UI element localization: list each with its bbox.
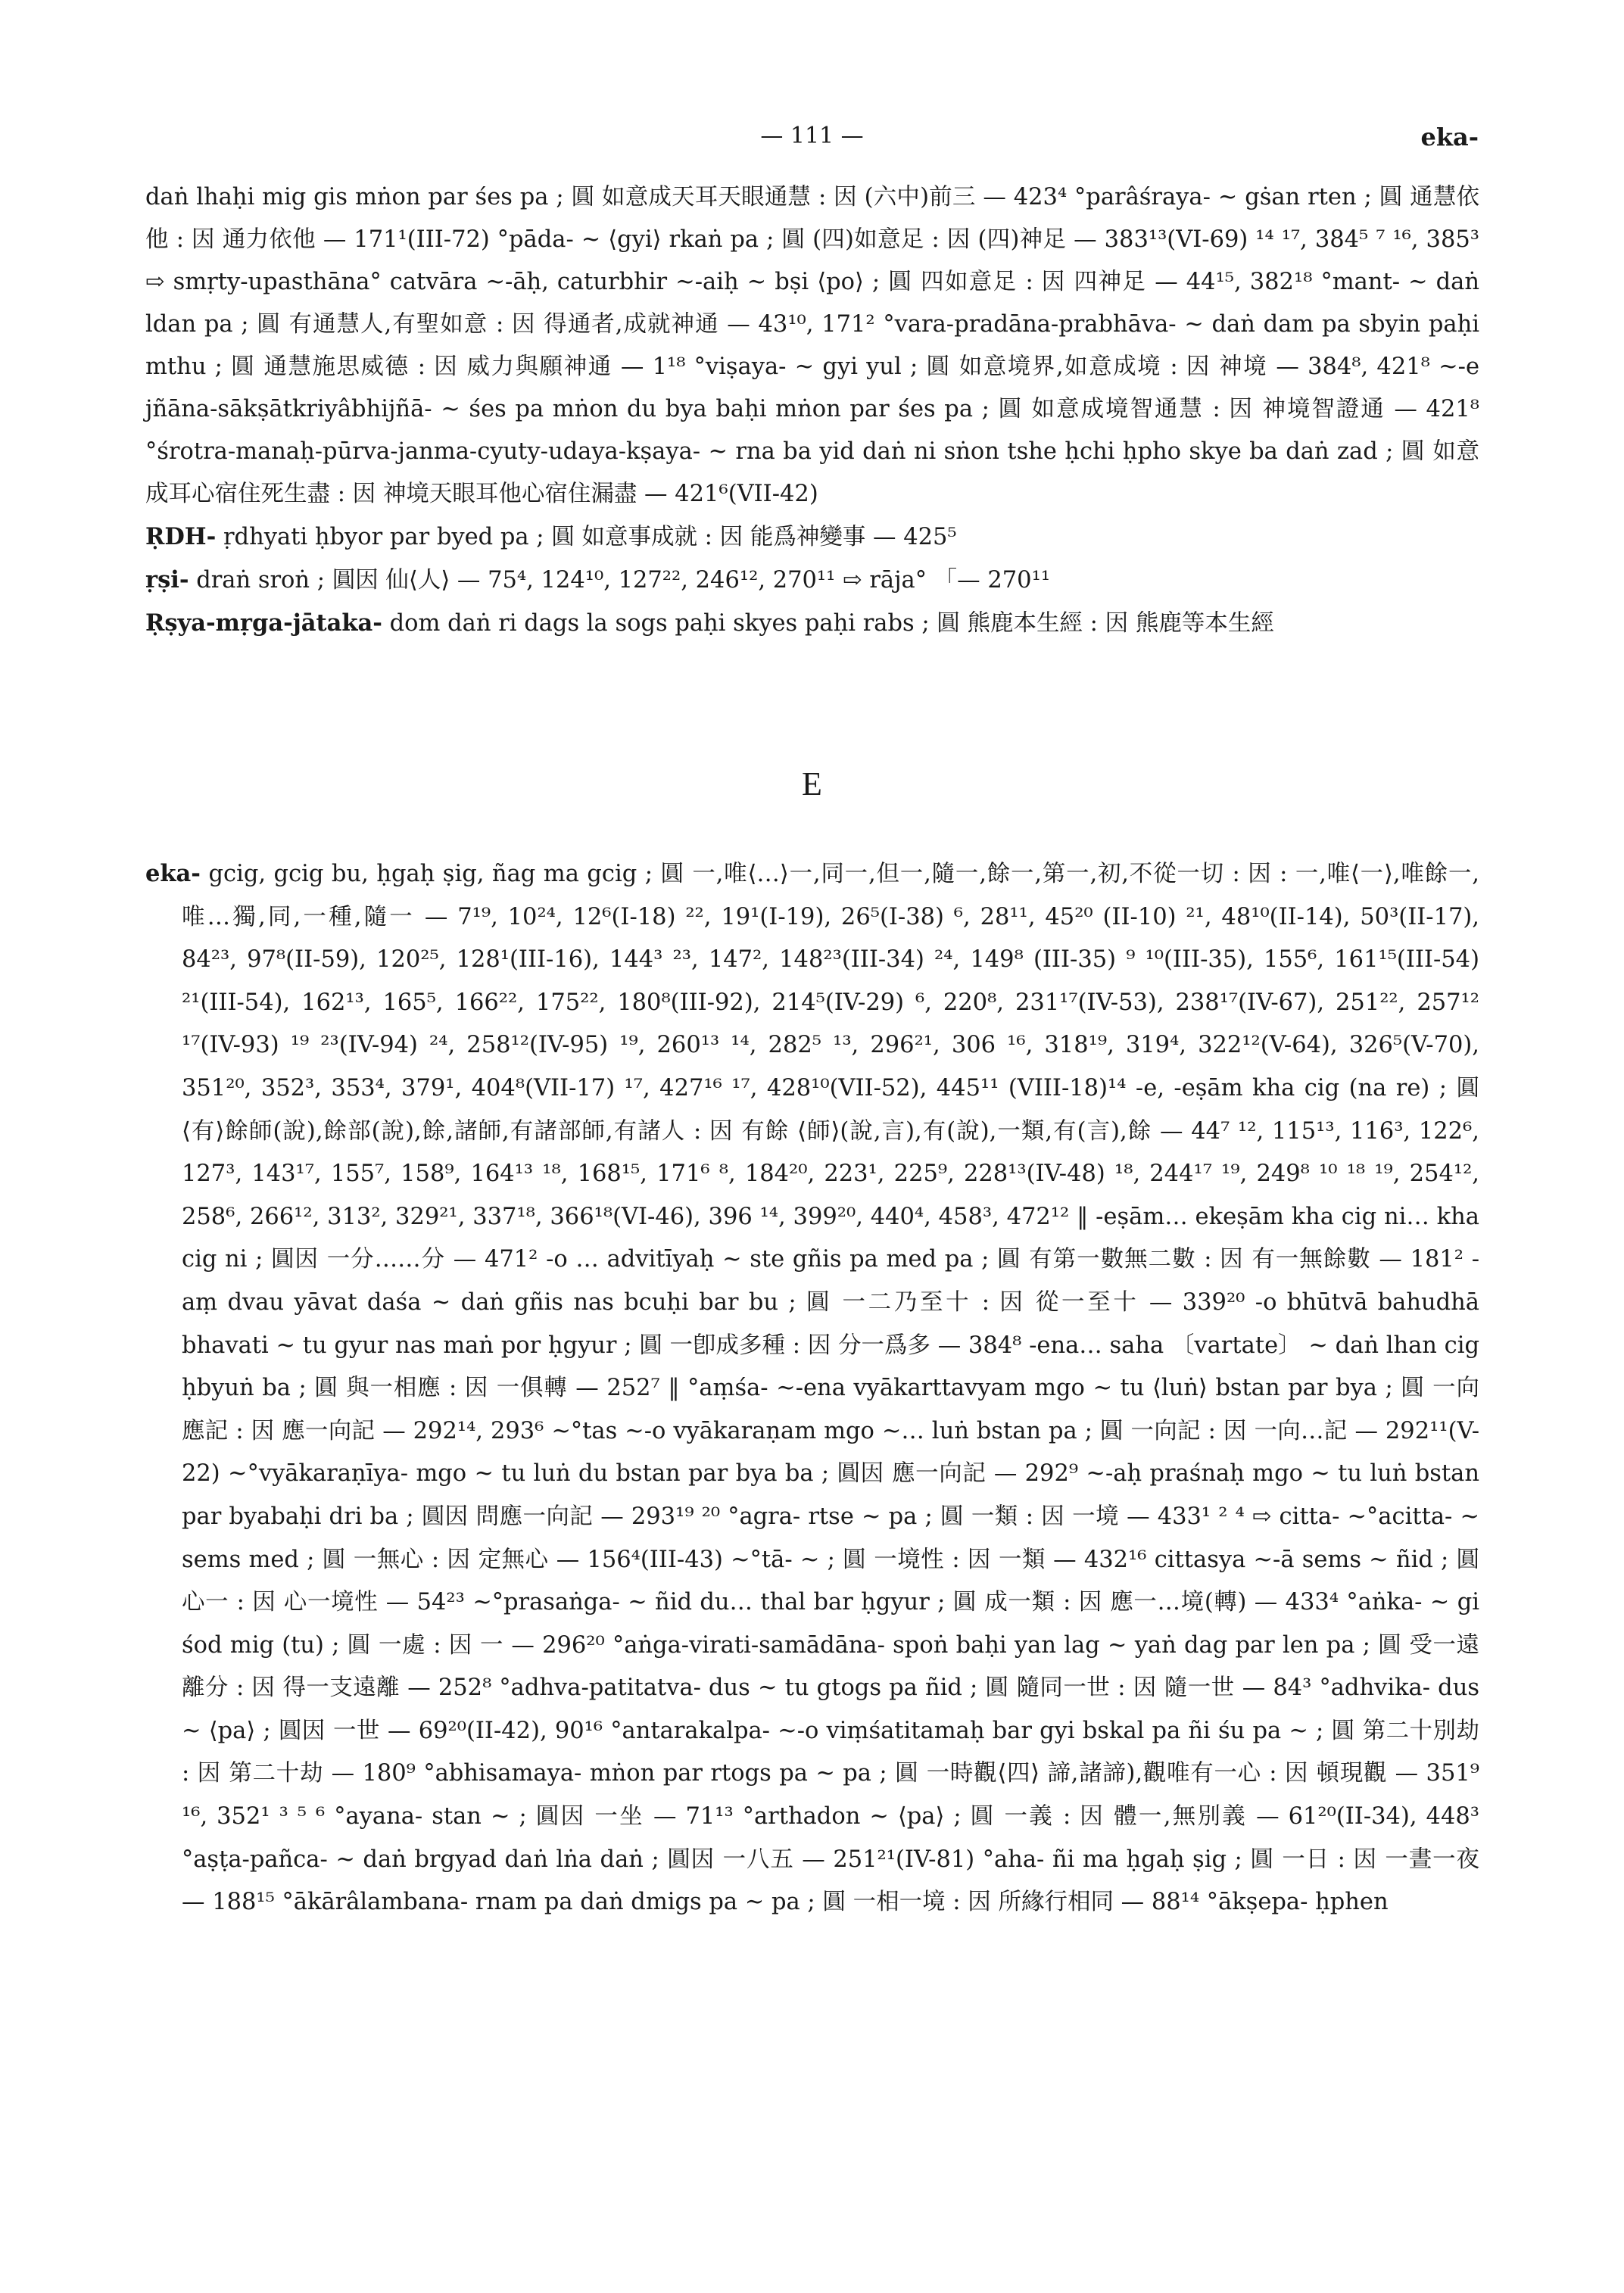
dictionary-entry <box>145 602 1479 645</box>
headword: eka- <box>145 860 201 887</box>
page-header <box>0 123 1624 153</box>
entry-text: gcig, gcig bu, ḥgaḥ ṣig, ñag ma gcig ; 圓 一,唯⟨…⟩一,同一,但一,隨一,餘一,第一,初,不從一切 : 因 : 一,唯⟨一⟩,唯餘一,唯…獨,同,一種,隨一 — 7¹⁹, 10²⁴, 12⁶(I-18) ²², 19¹(I-19), 26⁵(I-38) ⁶, 28¹¹, 45²⁰ (II-10) ²¹, 48¹⁰(II-14), 50³(II-17), 84²³, 97⁸(II-59), 120²⁵, 128¹(III-16), 144³ ²³, 147², 148²³(III-34) ²⁴, 149⁸ (III-35) ⁹ ¹⁰(III-35), 155⁶, 161¹⁵(III-54) ²¹(III-54), 162¹³, 165⁵, 166²², 175²², 180⁸(III-92), 214⁵(IV-29) ⁶, 220⁸, 231¹⁷(IV-53), 238¹⁷(IV-67), 251²², 257¹² ¹⁷(IV-93) ¹⁹ ²³(IV-94) ²⁴, 258¹²(IV-95) ¹⁹, 260¹³ ¹⁴, 282⁵ ¹³, 296²¹, 306 ¹⁶, 318¹⁹, 319⁴, 322¹²(V-64), 326⁵(V-70), 351²⁰, 352³, 353⁴, 379¹, 404⁸(VII-17) ¹⁷, 427¹⁶ ¹⁷, 428¹⁰(VII-52), 445¹¹ (VIII-18)¹⁴ -e, -eṣām kha cig (na re) ; 圓 ⟨有⟩餘師(說),餘部(說),餘,諸師,有諸部師,有諸人 : 因 有餘 ⟨師⟩(說,言),有(說),一類,有(言),餘 — 44⁷ ¹², 115¹³, 116³, 122⁶, 127³, 143¹⁷, 155⁷, 158⁹, 164¹³ ¹⁸, 168¹⁵, 171⁶ ⁸, 184²⁰, 223¹, 225⁹, 228¹³(IV-48) ¹⁸, 244¹⁷ ¹⁹, 249⁸ ¹⁰ ¹⁸ ¹⁹, 254¹², 258⁶, 266¹², 313², 329²¹, 337¹⁸, 366¹⁸(VI-46), 396 ¹⁴, 399²⁰, 440⁴, 458³, 472¹² ‖ -eṣām… ekeṣām kha cig ni… kha cig ni ; 圓因 一分……分 — 471² -o … advitīyaḥ ~ ste gñis pa med pa ; 圓 有第一數無二數 : 因 有一無餘數 — 181² -aṃ dvau yāvat daśa ~ daṅ gñis nas bcuḥi bar bu ; 圓 一二乃至十 : 因 從一至十 — 339²⁰ -o bhūtvā bahudhā bhavati ~ tu gyur nas maṅ por ḥgyur ; 圓 一卽成多種 : 因 分一爲多 — 384⁸ -ena… saha 〔vartate〕 ~ daṅ lhan cig ḥbyuṅ ba ; 圓 與一相應 : 因 一俱轉 — 252⁷ ‖ °aṃśa- ~-ena vyākarttavyam mgo ~ tu ⟨luṅ⟩ bstan par bya ; 圓 一向應記 : 因 應一向記 — 292¹⁴, 293⁶ ~°tas ~-o vyākaraṇam mgo ~… luṅ bstan pa ; 圓 一向記 : 因 一向…記 — 292¹¹(V-22) ~°vyākaraṇīya- mgo ~ tu luṅ du bstan par bya ba ; 圓因 應一向記 — 292⁹ ~-aḥ praśnaḥ mgo ~ tu luṅ bstan par byabaḥi dri ba ; 圓因 問應一向記 — 293¹⁹ ²⁰ °agra- rtse ~ pa ; 圓 一類 : 因 一境 — 433¹ ² ⁴ ⇨ citta- ~°acitta- ~ sems med ; 圓 一無心 : 因 定無心 — 156⁴(III-43) ~°tā- ~ ; 圓 一境性 : 因 一類 — 432¹⁶ cittasya ~-ā sems ~ ñid ; 圓 心一 : 因 心一境性 — 54²³ ~°prasaṅga- ~ ñid du… thal bar ḥgyur ; 圓 成一類 : 因 應一…境(轉) — 433⁴ °aṅka- ~ gi śod mig (tu) ; 圓 一處 : 因 一 — 296²⁰ °aṅga-virati-samādāna- spoṅ baḥi yan lag ~ yaṅ dag par len pa ; 圓 受一遠離分 : 因 得一支遠離 — 252⁸ °adhva-patitatva- dus ~ tu gtogs pa ñid ; 圓 隨同一世 : 因 隨一世 — 84³ °adhvika- dus ~ ⟨pa⟩ ; 圓因 一世 — 69²⁰(II-42), 90¹⁶ °antarakalpa- ~-o viṃśatitamaḥ bar gyi bskal pa ñi śu pa ~ ; 圓 第二十別劫 : 因 第二十劫 — 180⁹ °abhisamaya- mṅon par rtogs pa ~ pa ; 圓 一時觀⟨四⟩ 諦,諸諦),觀唯有一心 : 因 頓現觀 — 351⁹ ¹⁶, 352¹ ³ ⁵ ⁶ °ayana- stan ~ ; 圓因 一坐 — 71¹³ °arthadon ~ ⟨pa⟩ ; 圓 一義 : 因 體一,無別義 — 61²⁰(II-34), 448³ °aṣṭa-pañca- ~ daṅ brgyad daṅ lṅa daṅ ; 圓因 一八五 — 251²¹(IV-81) °aha- ñi ma ḥgaḥ ṣig ; 圓 一日 : 因 一晝一夜 — 188¹⁵ °ākārâlambana- rnam pa daṅ dmigs pa ~ pa ; 圓 一相一境 : 因 所緣行相同 — 88¹⁴ °ākṣepa- ḥphen <box>182 861 1479 1916</box>
entry-text: dom daṅ ri dags la sogs paḥi skyes paḥi rabs ; 圓 熊鹿本生經 : 因 熊鹿等本生經 <box>382 610 1274 637</box>
entry-text: draṅ sroṅ ; 圓因 仙⟨人⟩ — 75⁴, 124¹⁰, 127²², 246¹², 270¹¹ ⇨ rāja° 「— 270¹¹ <box>189 567 1051 594</box>
headword: ṚDH- <box>145 523 217 550</box>
headword: Ṛṣya-mṛga-jātaka- <box>145 609 382 637</box>
section-letter: E <box>802 765 822 802</box>
dictionary-entry <box>145 516 1479 559</box>
headword: ṛṣi- <box>145 566 189 594</box>
dictionary-entry: daṅ lhaḥi mig gis mṅon par śes pa ; 圓 如意成天耳天眼通慧 : 因 (六中)前三 — 423⁴ °parâśraya- ~ gṡan rten ; 圓 通慧依他 : 因 通力依他 — 171¹(III-72) °pāda- ~ ⟨gyi⟩ rkaṅ pa ; 圓 (四)如意足 : 因 (四)神足 — 383¹³(VI-69) ¹⁴ ¹⁷, 384⁵ ⁷ ¹⁶, 385³ ⇨ smṛty-upasthāna° catvāra ~-āḥ, caturbhir ~-aiḥ ~ bṣi ⟨po⟩ ; 圓 四如意足 : 因 四神足 — 44¹⁵, 382¹⁸ °mant- ~ daṅ ldan pa ; 圓 有通慧人,有聖如意 : 因 得通者,成就神通 — 43¹⁰, 171² °vara-pradāna-prabhāva- ~ daṅ dam pa sbyin paḥi mthu ; 圓 通慧施思威德 : 因 威力與願神通 — 1¹⁸ °viṣaya- ~ gyi yul ; 圓 如意境界,如意成境 : 因 神境 — 384⁸, 421⁸ ~-e jñāna-sākṣātkriyâbhijñā- ~ śes pa mṅon du bya baḥi mṅon par śes pa ; 圓 如意成境智通慧 : 因 神境智證通 — 421⁸ °śrotra-manaḥ-pūrva-janma-cyuty-udaya-kṣaya- ~ rna ba yid daṅ ni sṅon tshe ḥchi ḥpho skye ba daṅ zad ; 圓 如意成耳心宿住死生盡 : 因 神境天眼耳他心宿住漏盡 — 421⁶(VII-42) <box>145 184 1479 507</box>
entries-section-e <box>145 852 1479 1924</box>
entries-section-r <box>145 176 1479 645</box>
entry-text: ṛdhyati ḥbyor par byed pa ; 圓 如意事成就 : 因 能爲神變事 — 425⁵ <box>216 524 957 550</box>
running-head: eka- <box>1420 123 1479 151</box>
dictionary-entry <box>145 852 1479 1924</box>
dictionary-entry <box>145 559 1479 602</box>
page-number: — 111 — <box>760 123 864 149</box>
